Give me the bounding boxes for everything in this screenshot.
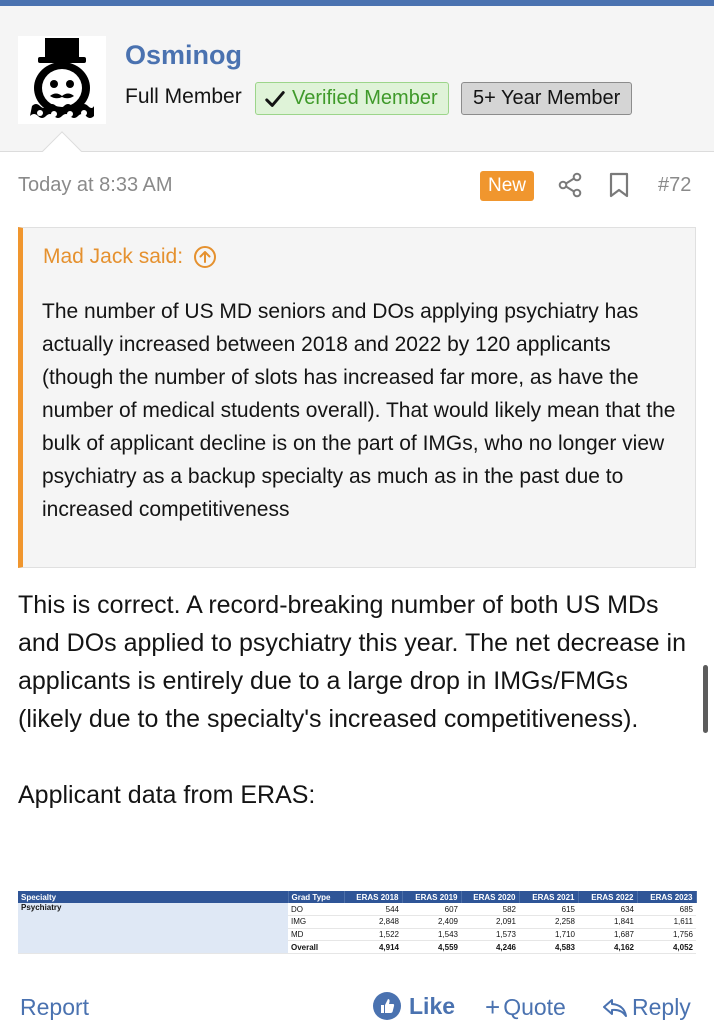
quote-author-label: Mad Jack said: [43,245,184,268]
grad-type-cell: DO [288,903,344,916]
table-header: Specialty [18,891,288,903]
table-cell: 544 [344,903,402,916]
like-button[interactable] [373,992,455,1020]
quote-label: Quote [503,994,566,1020]
reply-button[interactable] [602,994,691,1021]
table-cell: 4,914 [344,941,402,954]
octopus-top-hat-icon [18,36,106,124]
quote-block [18,227,696,568]
table-header: ERAS 2020 [461,891,519,903]
table-cell: 2,409 [402,916,461,929]
share-icon[interactable] [557,172,583,198]
report-button[interactable]: Report [20,994,90,1020]
table-cell: 2,848 [344,916,402,929]
table-cell: 4,246 [461,941,519,954]
table-cell: 685 [637,903,696,916]
years-member-badge [461,82,632,115]
quote-button[interactable] [485,994,566,1021]
post-paragraph: Applicant data from ERAS: [18,781,316,809]
table-cell: 4,052 [637,941,696,954]
table-header: ERAS 2021 [519,891,578,903]
grad-type-cell: MD [288,928,344,941]
avatar[interactable] [18,36,106,124]
table-cell: 2,091 [461,916,519,929]
table-cell: 607 [402,903,461,916]
post-paragraph: This is correct. A record-breaking number of both US MDs and DOs applied to psychiatry this year. The net decrease in applicants is entirely due to a large drop in IMGs/FMGs (likely due to the specialty's increased competitiveness). [18,591,686,733]
post-action-bar [0,990,714,1024]
table-cell: 634 [578,903,637,916]
table-cell: 4,559 [402,941,461,954]
reply-label: Reply [632,994,691,1020]
like-label: Like [409,992,456,1019]
username[interactable]: Osminog [125,40,243,70]
post-body [18,586,698,814]
checkmark-icon [264,88,286,110]
scrollbar-thumb[interactable] [703,665,708,733]
paragraph-spacer [18,738,698,776]
thumbs-up-icon [373,992,401,1020]
table-row [18,903,696,916]
grad-type-cell: Overall [288,941,344,954]
table-cell: 1,756 [637,928,696,941]
post-timestamp[interactable]: Today at 8:33 AM [18,174,173,196]
table-header: Grad Type [288,891,344,903]
user-title: Full Member [125,85,242,108]
table-cell: 1,522 [344,928,402,941]
table-cell: 4,162 [578,941,637,954]
arrow-up-circle-icon[interactable] [193,245,217,269]
table-cell: 4,583 [519,941,578,954]
table-cell: 1,710 [519,928,578,941]
verified-member-badge [255,82,449,115]
bookmark-icon[interactable] [608,172,630,198]
table-header: ERAS 2019 [402,891,461,903]
table-header: ERAS 2018 [344,891,402,903]
grad-type-cell: IMG [288,916,344,929]
verified-member-label: Verified Member [292,87,438,109]
table-cell: 1,611 [637,916,696,929]
quote-text: The number of US MD seniors and DOs applying psychiatry has actually increased between 2018 and 2022 by 120 applicants (though the number of slots has increased far more, as have the number of medical students overall). That would likely mean that the bulk of applicant decline is on the part of IMGs, who no longer view psychiatry as a backup specialty as much as in the past due to increased competitiveness [42,300,676,521]
eras-data-table[interactable] [18,891,697,954]
table-header-row [18,891,696,903]
reply-arrow-icon [602,997,628,1019]
new-badge: New [480,171,534,201]
table-cell: 1,687 [578,928,637,941]
table-cell: 2,258 [519,916,578,929]
years-member-label: 5+ Year Member [473,87,621,109]
table-cell: 1,841 [578,916,637,929]
table-cell: 615 [519,903,578,916]
table-header: ERAS 2022 [578,891,637,903]
plus-icon: + [485,992,501,1022]
post-number-link[interactable]: #72 [658,174,692,196]
user-header [0,6,714,152]
quote-author-link[interactable] [43,245,217,269]
table-header: ERAS 2023 [637,891,696,903]
table-cell: 1,543 [402,928,461,941]
specialty-cell: Psychiatry [18,903,288,954]
table-cell: 1,573 [461,928,519,941]
table-cell: 582 [461,903,519,916]
